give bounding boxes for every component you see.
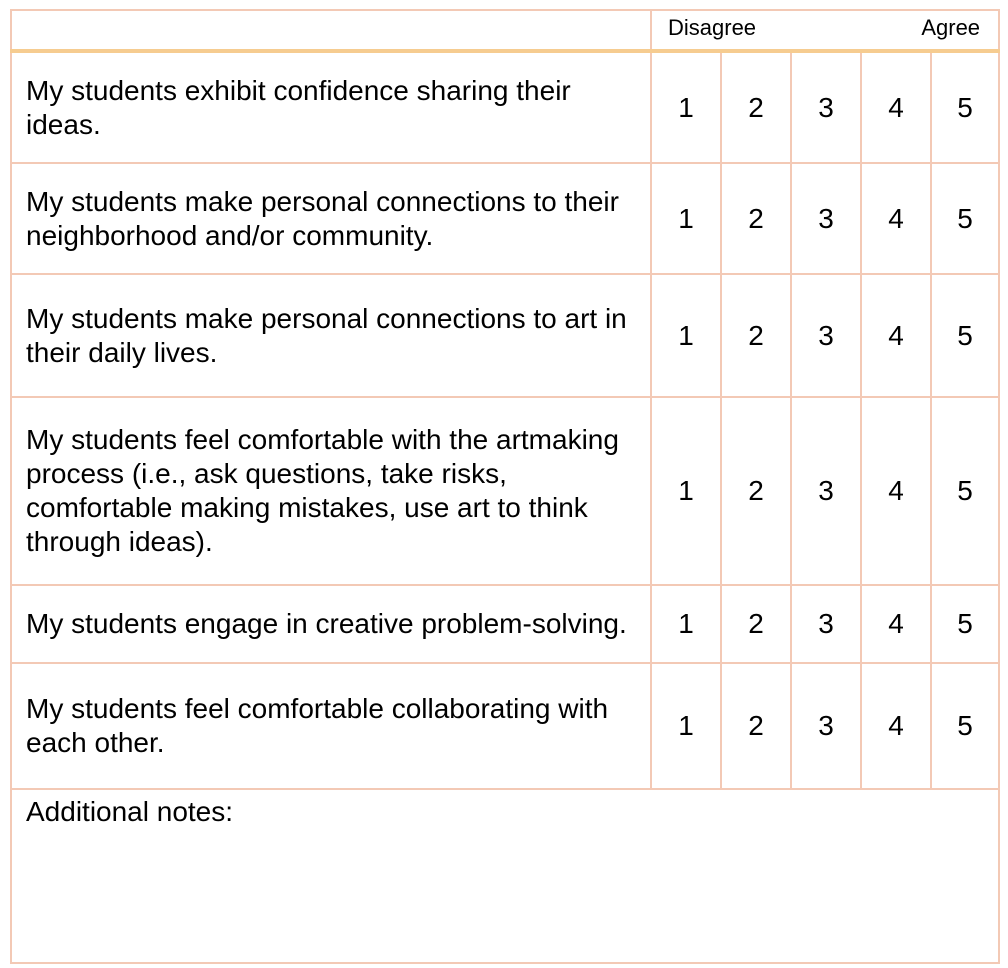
statement-text: My students engage in creative problem-solving. [11,585,651,663]
scale-header [651,10,999,51]
rating-option-2[interactable]: 2 [721,163,791,274]
survey-row [11,274,999,397]
rating-option-1[interactable]: 1 [651,585,721,663]
survey-row [11,163,999,274]
rating-option-4[interactable]: 4 [861,51,931,163]
rating-option-3[interactable]: 3 [791,585,861,663]
statement-text: My students make personal connections to their neighborhood and/or community. [11,163,651,274]
statement-text: My students feel comfortable collaborating with each other. [11,663,651,789]
rating-option-2[interactable]: 2 [721,663,791,789]
rating-option-5[interactable]: 5 [931,51,999,163]
rating-option-4[interactable]: 4 [861,663,931,789]
rating-option-1[interactable]: 1 [651,51,721,163]
rating-option-3[interactable]: 3 [791,163,861,274]
rating-option-2[interactable]: 2 [721,274,791,397]
notes-row [11,789,999,963]
rating-option-2[interactable]: 2 [721,397,791,585]
rating-option-5[interactable]: 5 [931,163,999,274]
survey-row [11,585,999,663]
rating-option-5[interactable]: 5 [931,663,999,789]
rating-option-5[interactable]: 5 [931,274,999,397]
rating-option-3[interactable]: 3 [791,274,861,397]
survey-row [11,51,999,163]
rating-option-3[interactable]: 3 [791,51,861,163]
rating-option-4[interactable]: 4 [861,274,931,397]
rating-option-2[interactable]: 2 [721,51,791,163]
additional-notes-field[interactable] [11,789,999,963]
disagree-label: Disagree [668,15,757,40]
survey-row [11,663,999,789]
survey-row [11,397,999,585]
statement-text: My students make personal connections to art in their daily lives. [11,274,651,397]
rating-option-5[interactable]: 5 [931,397,999,585]
rating-option-4[interactable]: 4 [861,397,931,585]
rating-option-4[interactable]: 4 [861,163,931,274]
rating-option-1[interactable]: 1 [651,163,721,274]
rating-option-1[interactable]: 1 [651,663,721,789]
additional-notes-label: Additional notes: [26,796,234,827]
rating-option-1[interactable]: 1 [651,274,721,397]
agree-label: Agree [921,15,981,40]
rating-option-2[interactable]: 2 [721,585,791,663]
survey-table [10,9,1000,964]
rating-option-3[interactable]: 3 [791,397,861,585]
rating-option-3[interactable]: 3 [791,663,861,789]
header-row [11,10,999,51]
statement-text: My students feel comfortable with the artmaking process (i.e., ask questions, take risks, comfortable making mistakes, use art to think through ideas). [11,397,651,585]
rating-option-1[interactable]: 1 [651,397,721,585]
statement-text: My students exhibit confidence sharing their ideas. [11,51,651,163]
rating-option-5[interactable]: 5 [931,585,999,663]
header-blank-cell [11,10,651,51]
rating-option-4[interactable]: 4 [861,585,931,663]
